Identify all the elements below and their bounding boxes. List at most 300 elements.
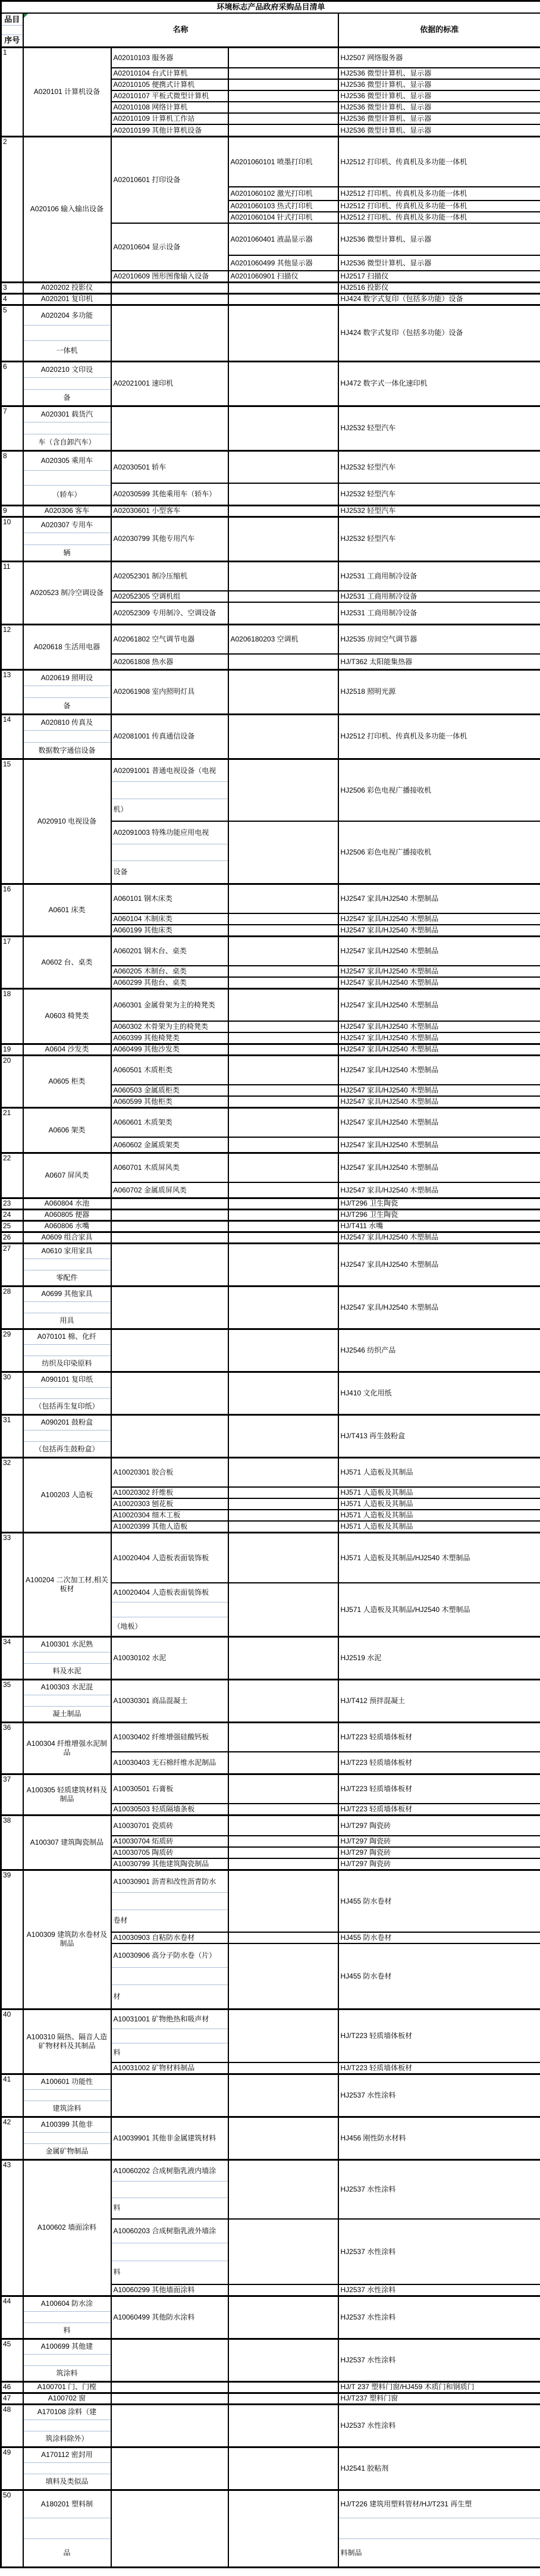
empty-cell <box>228 68 338 79</box>
cell-text: A020204 多功能 <box>40 311 93 320</box>
item-no-cell: 16 <box>1 884 23 936</box>
cell-text: A020307 专用车 <box>40 520 93 529</box>
empty-cell <box>228 2117 338 2159</box>
empty-cell <box>228 714 338 759</box>
cell-text: A100303 水泥混 <box>40 1683 93 1692</box>
cell-text: A020619 照明设 <box>40 673 93 682</box>
table-row <box>1 1457 540 1487</box>
empty-cell <box>228 1815 338 1836</box>
subitem-cell: A0201060499 其他显示器 <box>228 255 338 271</box>
empty-cell <box>228 2447 338 2490</box>
empty-cell <box>228 1032 338 1044</box>
cell-divider <box>24 533 111 545</box>
item-no-cell: 29 <box>1 1329 23 1372</box>
empty-cell <box>228 282 338 293</box>
item-no-cell: 49 <box>1 2447 23 2490</box>
standard-cell: HJ/T297 陶瓷砖 <box>338 1815 540 1836</box>
standard-cell: HJ/T297 陶瓷砖 <box>338 1847 540 1858</box>
item-no-cell: 30 <box>1 1372 23 1414</box>
standard-cell: HJ2547 家具/HJ2540 木塑制品 <box>338 1085 540 1096</box>
subcategory-cell: A10030903 自粘防水卷材 <box>111 1932 228 1943</box>
cell-text: A070101 棉、化纤 <box>37 1332 97 1341</box>
catalog-table-body <box>1 47 540 2567</box>
standard-cell: HJ2536 微型计算机、显示器 <box>338 79 540 90</box>
subcategory-cell: A10020399 其他人造板 <box>111 1521 228 1532</box>
cell-text: 料 <box>113 2268 121 2277</box>
table-row <box>1 2074 540 2117</box>
standard-cell: HJ571 人造板及其制品 <box>338 1457 540 1487</box>
cell-text: A10060202 合成树脂乳液内墙涂 <box>113 2166 216 2175</box>
cell-text: 数据数字通信设备 <box>38 746 96 755</box>
cell-text: 凝土制品 <box>52 1710 81 1719</box>
subcategory-cell <box>111 1943 228 2009</box>
cell-text: 料 <box>63 2326 71 2335</box>
subcategory-cell: A10030701 瓷质砖 <box>111 1815 228 1836</box>
empty-cell <box>228 1153 338 1182</box>
subcategory-cell <box>111 759 228 821</box>
item-no-cell: 21 <box>1 1107 23 1153</box>
empty-cell <box>228 654 338 669</box>
empty-cell <box>228 1286 338 1329</box>
standard-cell: HJ2547 家具/HJ2540 木塑制品 <box>338 1032 540 1044</box>
cell-text: 用具 <box>59 1316 74 1325</box>
category-cell: A020101 计算机设备 <box>23 47 111 136</box>
split-cell <box>24 407 111 450</box>
empty-cell <box>228 483 338 505</box>
empty-cell <box>228 1182 338 1198</box>
category-cell: A020910 电视设备 <box>23 759 111 884</box>
category-cell: A0607 屏风类 <box>23 1153 111 1198</box>
empty-cell <box>228 884 338 913</box>
item-no-cell: 27 <box>1 1243 23 1286</box>
cell-divider <box>24 2089 111 2101</box>
category-cell <box>23 714 111 759</box>
cell-text: A0699 其他家具 <box>41 1289 93 1298</box>
header-item-no-split <box>2 14 23 46</box>
empty-cell <box>228 1722 338 1752</box>
standard-cell: HJ2547 家具/HJ2540 木塑制品 <box>338 988 540 1021</box>
cell-text: 机） <box>113 805 128 814</box>
standard-cell: HJ/T223 轻质墙体板材 <box>338 1722 540 1752</box>
subcategory-cell: A02052305 空调机组 <box>111 591 228 602</box>
split-cell <box>24 452 111 505</box>
item-no-cell: 25 <box>1 1220 23 1232</box>
item-no-cell: 19 <box>1 1044 23 1055</box>
category-cell <box>23 517 111 561</box>
split-cell <box>24 1680 111 1721</box>
item-no-cell: 41 <box>1 2074 23 2117</box>
subcategory-cell: A02010604 显示设备 <box>111 223 228 271</box>
category-cell <box>23 361 111 406</box>
table-row <box>1 884 540 913</box>
subcategory-cell: A060701 木质屏风类 <box>111 1153 228 1182</box>
category-cell: A020618 生活用电器 <box>23 624 111 669</box>
category-cell: A020106 输入输出设备 <box>23 136 111 282</box>
cell-text: A090101 复印纸 <box>40 1375 93 1384</box>
standard-cell: HJ2536 微型计算机、显示器 <box>338 124 540 136</box>
empty-cell <box>228 1209 338 1220</box>
empty-cell <box>228 1457 338 1487</box>
category-cell: A100702 窗 <box>23 2393 111 2404</box>
category-cell <box>23 305 111 361</box>
empty-cell <box>228 561 338 591</box>
empty-cell <box>228 1932 338 1943</box>
subcategory-cell: A060599 其他柜类 <box>111 1096 228 1107</box>
standard-cell: HJ456 刚性防水材料 <box>338 2117 540 2159</box>
subcategory-cell: A02010103 服务器 <box>111 47 228 68</box>
standard-cell: HJ2531 工商用制冷设备 <box>338 602 540 624</box>
item-no-cell: 11 <box>1 561 23 624</box>
table-row <box>1 1815 540 1836</box>
table-row <box>1 293 540 305</box>
standard-cell: HJ2547 家具/HJ2540 木塑制品 <box>338 1182 540 1198</box>
category-cell <box>23 2117 111 2159</box>
standard-cell: HJ2547 家具/HJ2540 木塑制品 <box>338 1243 540 1286</box>
subitem-cell: A0201060103 热式打印机 <box>228 201 338 212</box>
split-cell <box>24 1638 111 1679</box>
item-no-cell: 50 <box>1 2490 23 2567</box>
cell-text: HJ/T226 建筑用塑料管材/HJ/T231 再生塑 <box>340 2499 472 2508</box>
cell-text: 料制品 <box>340 2548 362 2557</box>
subcategory-cell: A10020404 人造板表面装饰板 <box>111 1532 228 1583</box>
standard-cell: HJ/T296 卫生陶瓷 <box>338 1198 540 1209</box>
subcategory-cell: A060499 其他沙发类 <box>111 1044 228 1055</box>
cell-divider <box>112 781 228 799</box>
standard-cell: HJ2537 水性涂料 <box>338 2296 540 2339</box>
table-row <box>1 1774 540 1804</box>
empty-cell <box>228 1943 338 2009</box>
cell-text: 品 <box>63 2548 71 2557</box>
cell-divider <box>24 1652 111 1664</box>
split-cell <box>339 2491 540 2566</box>
table-row <box>1 1329 540 1372</box>
split-cell <box>112 760 228 821</box>
category-cell <box>23 1243 111 1286</box>
subcategory-cell: A10030403 无石棉纤维水泥制品 <box>111 1752 228 1774</box>
cell-divider <box>24 1301 111 1313</box>
empty-cell <box>228 1414 338 1457</box>
cell-divider <box>24 1430 111 1442</box>
empty-cell <box>228 977 338 988</box>
empty-cell <box>111 305 228 361</box>
page-title: 环境标志产品政府采购品目清单 <box>1 1 540 14</box>
empty-cell <box>228 591 338 602</box>
subcategory-cell: A060199 其他床类 <box>111 925 228 936</box>
empty-cell <box>111 406 228 450</box>
empty-cell <box>228 1870 338 1932</box>
standard-cell: HJ2547 家具/HJ2540 木塑制品 <box>338 1153 540 1182</box>
subcategory-cell: A02010104 台式计算机 <box>111 68 228 79</box>
category-cell: A100309 建筑防水卷材及制品 <box>23 1870 111 2009</box>
category-cell <box>23 1372 111 1414</box>
empty-cell <box>228 1774 338 1804</box>
subcategory-cell: A10020302 纤维板 <box>111 1487 228 1498</box>
subcategory-cell: A10060299 其他墙面涂料 <box>111 2284 228 2296</box>
cell-divider <box>24 422 111 434</box>
empty-cell <box>228 2490 338 2567</box>
standard-cell: HJ2506 彩色电视广播接收机 <box>338 821 540 884</box>
table-row <box>1 561 540 591</box>
subcategory-cell <box>111 2159 228 2219</box>
standard-cell <box>338 2490 540 2567</box>
empty-cell <box>228 1372 338 1414</box>
table-row <box>1 136 540 187</box>
standard-cell: HJ/T223 轻质墙体板材 <box>338 1804 540 1815</box>
category-cell: A060806 水嘴 <box>23 1220 111 1232</box>
table-row <box>1 1286 540 1329</box>
item-no-cell: 48 <box>1 2404 23 2447</box>
subcategory-cell: A060301 金属骨架为主的椅凳类 <box>111 988 228 1021</box>
empty-cell <box>111 2074 228 2117</box>
empty-cell <box>228 1021 338 1032</box>
subcategory-cell <box>111 821 228 884</box>
cell-text: A100699 其他建 <box>40 2342 93 2351</box>
cell-text: A170112 密封用 <box>41 2450 93 2459</box>
empty-cell <box>228 1521 338 1532</box>
item-no-cell: 39 <box>1 1870 23 2009</box>
standard-cell: HJ2537 水性涂料 <box>338 2219 540 2284</box>
category-cell: A060805 便器 <box>23 1209 111 1220</box>
standard-cell: HJ455 防水卷材 <box>338 1943 540 2009</box>
empty-cell <box>228 90 338 102</box>
empty-cell <box>228 936 338 966</box>
empty-cell <box>228 1636 338 1679</box>
subitem-cell: A0201060401 液晶显示器 <box>228 223 338 255</box>
category-cell: A100310 隔热、隔音人造矿物材料及其制品 <box>23 2009 111 2074</box>
split-cell <box>24 2491 111 2566</box>
item-no-cell: 10 <box>1 517 23 561</box>
standard-cell: HJ2512 打印机、传真机及多功能一体机 <box>338 136 540 187</box>
subcategory-cell: A060602 金属质架类 <box>111 1137 228 1153</box>
subcategory-cell: A060399 其他椅凳类 <box>111 1032 228 1044</box>
item-no-cell: 17 <box>1 936 23 988</box>
split-cell <box>112 1583 228 1636</box>
item-no-cell: 40 <box>1 2009 23 2074</box>
empty-cell <box>228 821 338 884</box>
empty-cell <box>111 1372 228 1414</box>
category-cell: A100204 二次加工材,相关板材 <box>23 1532 111 1636</box>
standard-cell: HJ2516 投影仪 <box>338 282 540 293</box>
standard-cell: HJ2535 房间空气调节器 <box>338 624 540 654</box>
standard-cell: HJ2547 家具/HJ2540 木塑制品 <box>338 966 540 977</box>
empty-cell <box>228 361 338 406</box>
cell-text: A020301 载货汽 <box>40 409 93 418</box>
standard-cell: HJ2537 水性涂料 <box>338 2404 540 2447</box>
standard-cell: HJ410 文化用纸 <box>338 1372 540 1414</box>
category-cell <box>23 1414 111 1457</box>
cell-text: A10060203 合成树脂乳液外墙涂 <box>113 2227 216 2236</box>
subcategory-cell: A02030799 其他专用汽车 <box>111 517 228 561</box>
cell-text: 备 <box>63 393 71 402</box>
cell-text: A10031001 矿物绝热和吸声材 <box>113 2014 209 2023</box>
cell-text: A02091003 特殊功能应用电视 <box>113 828 209 837</box>
empty-cell <box>228 293 338 305</box>
empty-cell <box>228 47 338 68</box>
subcategory-cell: A02061908 室内照明灯具 <box>111 669 228 714</box>
category-cell <box>23 2339 111 2381</box>
standard-cell: HJ/T412 预拌混凝土 <box>338 1679 540 1722</box>
cell-text: （包括再生鼓粉盒） <box>34 1445 99 1454</box>
empty-cell <box>228 1847 338 1858</box>
empty-cell <box>228 925 338 936</box>
subcategory-cell: A060201 钢木台、桌类 <box>111 936 228 966</box>
standard-cell: HJ/T297 陶瓷砖 <box>338 1858 540 1870</box>
split-cell <box>24 1287 111 1328</box>
category-cell: A020202 投影仪 <box>23 282 111 293</box>
subcategory-cell: A02010108 网络计算机 <box>111 102 228 113</box>
empty-cell <box>228 113 338 124</box>
item-no-cell: 4 <box>1 293 23 305</box>
item-no-cell: 46 <box>1 2381 23 2393</box>
table-row <box>1 936 540 966</box>
standard-cell: HJ2512 打印机、传真机及多功能一体机 <box>338 212 540 223</box>
subcategory-cell: A02052309 专用制冷、空调设备 <box>111 602 228 624</box>
cell-divider <box>112 2181 228 2198</box>
item-no-cell: 3 <box>1 282 23 293</box>
standard-cell: HJ571 人造板及其制品 <box>338 1498 540 1510</box>
item-no-cell: 13 <box>1 669 23 714</box>
category-cell <box>23 669 111 714</box>
empty-cell <box>228 79 338 90</box>
subcategory-cell: A10030503 轻质隔墙条板 <box>111 1804 228 1815</box>
cell-text: 筑涂料 <box>56 2369 78 2378</box>
subcategory-cell: A10039901 其他非金属建筑材料 <box>111 2117 228 2159</box>
item-no-cell: 22 <box>1 1153 23 1198</box>
item-no-cell: 28 <box>1 1286 23 1329</box>
empty-cell <box>228 2393 338 2404</box>
standard-cell: HJ2536 微型计算机、显示器 <box>338 90 540 102</box>
empty-cell <box>228 759 338 821</box>
empty-cell <box>111 1198 228 1209</box>
subcategory-cell: A10030501 石膏板 <box>111 1774 228 1804</box>
table-row <box>1 1044 540 1055</box>
subcategory-cell: A02010609 图形图像输入设备 <box>111 271 228 282</box>
empty-cell <box>228 2296 338 2339</box>
cell-divider <box>112 844 228 861</box>
standard-cell: HJ/T237 塑料门窗 <box>338 2393 540 2404</box>
item-no-cell: 9 <box>1 505 23 517</box>
table-row <box>1 47 540 68</box>
empty-cell <box>228 1137 338 1153</box>
split-cell <box>112 1871 228 1932</box>
subcategory-cell: A10030705 陶质砖 <box>111 1847 228 1858</box>
empty-cell <box>111 2381 228 2393</box>
cell-divider <box>24 2518 111 2539</box>
cell-divider <box>24 470 111 486</box>
table-row <box>1 450 540 483</box>
standard-cell: HJ2547 家具/HJ2540 木塑制品 <box>338 1096 540 1107</box>
cell-divider <box>112 1892 228 1910</box>
item-no-cell: 12 <box>1 624 23 669</box>
standard-cell: HJ455 防水卷材 <box>338 1870 540 1932</box>
empty-cell <box>111 1243 228 1286</box>
standard-cell: HJ2532 轻型汽车 <box>338 450 540 483</box>
table-row <box>1 714 540 759</box>
standard-cell: HJ2547 家具/HJ2540 木塑制品 <box>338 1137 540 1153</box>
split-cell <box>24 2340 111 2381</box>
cell-divider <box>24 730 111 743</box>
empty-cell <box>228 406 338 450</box>
subcategory-cell: A02010105 便携式计算机 <box>111 79 228 90</box>
empty-cell <box>228 1329 338 1372</box>
cell-text: 金属矿物制品 <box>45 2147 89 2156</box>
table-row <box>1 2339 540 2381</box>
split-cell <box>24 306 111 361</box>
category-cell <box>23 1286 111 1329</box>
cell-text: 料 <box>113 2048 121 2057</box>
category-cell <box>23 1636 111 1679</box>
table-row <box>1 1153 540 1182</box>
split-cell <box>24 671 111 713</box>
item-no-cell: 33 <box>1 1532 23 1636</box>
table-row <box>1 1372 540 1414</box>
cell-divider <box>24 2354 111 2366</box>
category-cell <box>23 450 111 505</box>
item-no-cell: 23 <box>1 1198 23 1209</box>
table-row <box>1 305 540 361</box>
table-row <box>1 2296 540 2339</box>
table-row <box>1 1107 540 1137</box>
cell-divider <box>24 2462 111 2474</box>
item-no-cell: 35 <box>1 1679 23 1722</box>
subitem-cell: A0201060901 扫描仪 <box>228 271 338 282</box>
split-cell <box>24 362 111 405</box>
subcategory-cell: A060205 木制台、桌类 <box>111 966 228 977</box>
standard-cell: HJ2512 打印机、传真机及多功能一体机 <box>338 187 540 201</box>
header-name <box>23 13 338 47</box>
standard-cell: HJ2512 打印机、传真机及多功能一体机 <box>338 714 540 759</box>
standard-cell: HJ2546 纺织产品 <box>338 1329 540 1372</box>
split-cell <box>24 2075 111 2116</box>
subcategory-cell: A02030599 其他乘用车（轿车） <box>111 483 228 505</box>
category-cell <box>23 406 111 450</box>
item-no-cell: 2 <box>1 136 23 282</box>
header-item-no-bottom: 序号 <box>4 36 20 45</box>
cell-divider <box>24 2132 111 2144</box>
empty-cell <box>111 1414 228 1457</box>
empty-cell <box>111 1220 228 1232</box>
cell-text: A020305 乘用车 <box>40 456 93 465</box>
empty-cell <box>111 1329 228 1372</box>
standard-cell: HJ/T223 轻质墙体板材 <box>338 2062 540 2074</box>
subcategory-cell: A10060499 其他防水涂料 <box>111 2296 228 2339</box>
category-cell <box>23 1679 111 1722</box>
standard-cell: HJ571 人造板及其制品 <box>338 1510 540 1521</box>
cell-text: 一体机 <box>56 346 78 355</box>
subcategory-cell: A060101 钢木床类 <box>111 884 228 913</box>
cell-divider <box>24 1344 111 1356</box>
table-row <box>1 759 540 821</box>
subcategory-cell: A02010601 打印设备 <box>111 136 228 223</box>
standard-cell: HJ/T223 轻质墙体板材 <box>338 1752 540 1774</box>
header-item-no <box>1 13 23 47</box>
item-no-cell: 7 <box>1 406 23 450</box>
cell-divider <box>112 1967 228 1986</box>
subcategory-cell: A060302 木骨架为主的椅凳类 <box>111 1021 228 1032</box>
cell-text: A02091001 普通电视设备（电视 <box>113 766 216 775</box>
cell-text: A090201 鼓粉盒 <box>40 1418 93 1427</box>
item-no-cell: 32 <box>1 1457 23 1532</box>
cell-divider <box>24 2311 111 2323</box>
subcategory-cell: A02030601 小型客车 <box>111 505 228 517</box>
empty-cell <box>228 124 338 136</box>
category-cell <box>23 1329 111 1372</box>
subcategory-cell: A10030102 水泥 <box>111 1636 228 1679</box>
split-cell <box>24 1373 111 1414</box>
standard-cell: HJ472 数字式一体化速印机 <box>338 361 540 406</box>
table-row <box>1 2393 540 2404</box>
cell-text: 车（含自卸汽车） <box>38 437 96 446</box>
